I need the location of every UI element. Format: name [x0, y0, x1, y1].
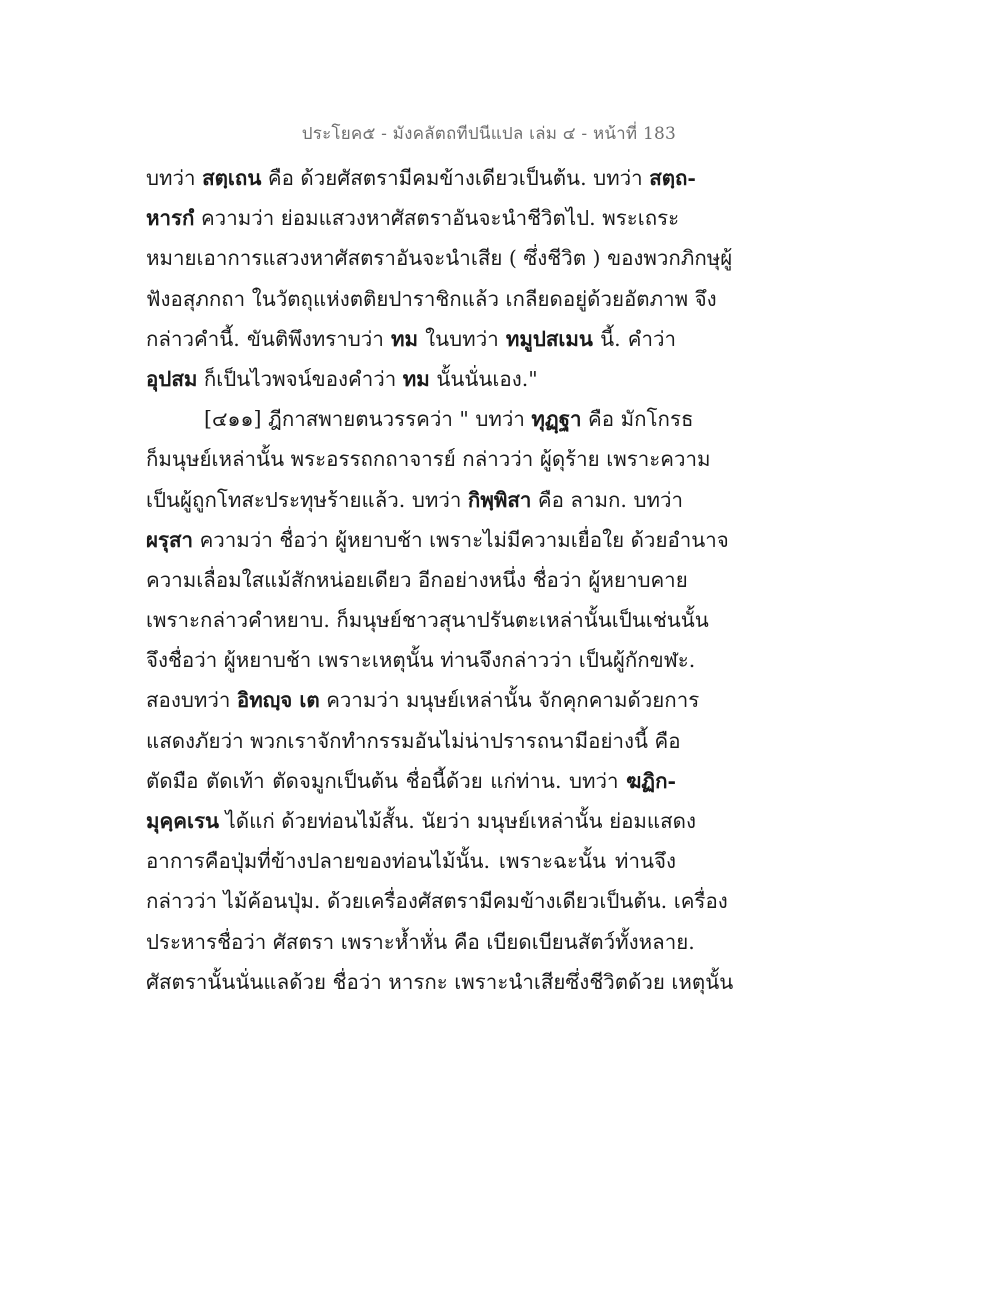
bold-term: ฆฏิก-	[626, 768, 676, 793]
bold-term: ทมูปสเมน	[505, 326, 593, 351]
text-segment: ในบทว่า	[418, 326, 506, 351]
text-line	[146, 279, 717, 319]
text-segment: ฟังอสุภกถา ในวัตถุแห่งตติยปาราชิกแล้ว เกลียดอยู่ด้วยอัตภาพ จึง	[146, 286, 717, 311]
text-segment: คือ ด้วยศัสตรามีคมข้างเดียวเป็นต้น. บทว่า	[261, 166, 650, 190]
text-line	[146, 359, 676, 399]
text-segment: ความว่า ย่อมแสวงหาศัสตราอันจะนำชีวิตไป. พระเถระ	[194, 206, 680, 231]
text-segment: แสดงภัยว่า พวกเราจักทำกรรมอันไม่น่าปรารถนามีอย่างนี้ คือ	[146, 728, 681, 753]
text-segment: ความว่า มนุษย์เหล่านั้น จักคุกคามด้วยการ	[319, 688, 700, 713]
text-segment: คือ ลามก. บทว่า	[531, 487, 684, 512]
text-line	[146, 198, 680, 238]
bold-term: ผรุสา	[146, 527, 194, 552]
bold-term: ทุฏฺฐา	[531, 407, 582, 432]
bold-term: อิทญฺจ เต	[236, 688, 320, 713]
text-segment: นี้. คำว่า	[592, 326, 677, 351]
body-text	[146, 158, 734, 1002]
text-line	[146, 841, 676, 881]
text-segment: ประหารชื่อว่า ศัสตรา เพราะห้ำหั่น คือ เบียดเบียนสัตว์ทั้งหลาย.	[146, 929, 695, 954]
bold-term: มุคฺคเรน	[146, 809, 219, 833]
bold-term: กิพฺพิสา	[467, 487, 532, 512]
text-segment: คือ มักโกรธ	[581, 407, 694, 432]
text-line	[146, 640, 696, 680]
text-line	[146, 721, 681, 761]
text-segment: ก็เป็นไวพจน์ของคำว่า	[197, 366, 403, 391]
bold-term: ทม	[390, 326, 418, 351]
text-segment: กล่าวว่า ไม้ค้อนปุ่ม. ด้วยเครื่องศัสตรามีคมข้างเดียวเป็นต้น. เครื่อง	[146, 889, 728, 914]
text-line	[146, 238, 733, 278]
text-segment: เพราะกล่าวคำหยาบ. ก็มนุษย์ชาวสุนาปรันตะเหล่านั้นเป็นเช่นนั้น	[146, 608, 709, 633]
bold-term: สตฺเถน	[202, 166, 262, 190]
text-line	[146, 319, 676, 359]
text-segment: ได้แก่ ด้วยท่อนไม้สั้น. นัยว่า มนุษย์เหล่านั้น ย่อมแสดง	[218, 809, 696, 833]
text-segment: กล่าวคำนี้. ขันติพึงทราบว่า	[146, 326, 391, 351]
text-segment: หมายเอาการแสวงหาศัสตราอันจะนำเสีย ( ซึ่งชีวิต ) ของพวกภิกษุผู้	[146, 246, 733, 271]
text-segment: บทว่า	[146, 166, 203, 190]
bold-term: อุปสม	[146, 366, 198, 391]
text-line	[146, 801, 696, 841]
page-header: ประโยค๕ - มังคลัตถทีปนีแปล เล่ม ๔ - หน้าที่ 183	[301, 124, 676, 144]
text-segment: สองบทว่า	[146, 688, 237, 713]
text-line	[146, 439, 711, 479]
text-line	[146, 158, 696, 198]
text-line	[146, 560, 688, 600]
text-segment: [๔๑๑] ฎีกาสพายตนวรรคว่า " บทว่า	[204, 407, 532, 432]
text-line	[146, 881, 728, 921]
text-segment: ศัสตรานั้นนั่นแลด้วย ชื่อว่า หารกะ เพราะนำเสียซึ่งชีวิตด้วย เหตุนั้น	[146, 969, 734, 994]
text-line	[146, 680, 700, 720]
text-line	[146, 922, 695, 962]
bold-term: หารกํ	[146, 206, 195, 231]
text-line	[146, 600, 709, 640]
text-segment: จึงชื่อว่า ผู้หยาบช้า เพราะเหตุนั้น ท่านจึงกล่าวว่า เป็นผู้กักขฬะ.	[146, 648, 696, 673]
bold-term: สตฺถ-	[649, 166, 696, 190]
text-line	[146, 520, 729, 560]
text-segment: ความว่า ชื่อว่า ผู้หยาบช้า เพราะไม่มีความเยื่อใย ด้วยอำนาจ	[193, 527, 729, 552]
text-line	[146, 761, 676, 801]
text-line	[146, 399, 694, 439]
text-segment: ตัดมือ ตัดเท้า ตัดจมูกเป็นต้น ชื่อนี้ด้วย แก่ท่าน. บทว่า	[146, 768, 627, 793]
text-segment: นั้นนั่นเอง."	[429, 366, 538, 391]
text-segment: อาการคือปุ่มที่ข้างปลายของท่อนไม้นั้น. เพราะฉะนั้น ท่านจึง	[146, 849, 676, 874]
text-segment: ก็มนุษย์เหล่านั้น พระอรรถกถาจารย์ กล่าวว่า ผู้ดุร้าย เพราะความ	[146, 447, 711, 472]
bold-term: ทม	[402, 366, 430, 391]
text-line	[146, 962, 734, 1002]
text-segment: ความเลื่อมใสแม้สักหน่อยเดียว อีกอย่างหนึ่ง ชื่อว่า ผู้หยาบคาย	[146, 567, 688, 592]
text-segment: เป็นผู้ถูกโทสะประทุษร้ายแล้ว. บทว่า	[146, 487, 468, 512]
text-line	[146, 480, 684, 520]
